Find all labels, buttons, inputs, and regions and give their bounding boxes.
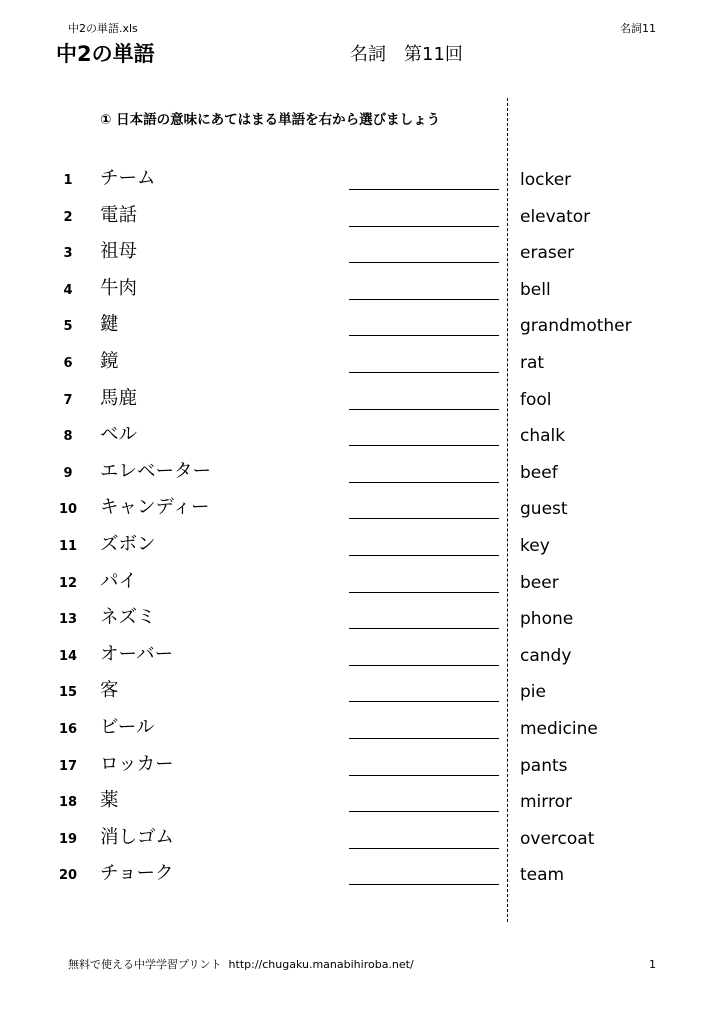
english-word-choice: mirror — [520, 792, 572, 813]
answer-blank[interactable] — [349, 848, 499, 849]
english-word-choice: eraser — [520, 243, 575, 264]
row-number: 12 — [58, 575, 78, 591]
english-word-choice: phone — [520, 609, 574, 630]
instruction-text: ① 日本語の意味にあてはまる単語を右から選びましょう — [100, 112, 441, 128]
english-word-choice: rat — [520, 352, 545, 373]
row-number: 6 — [63, 355, 73, 371]
word-row — [0, 822, 724, 859]
word-row — [0, 492, 724, 529]
row-number: 13 — [58, 612, 78, 628]
japanese-word: 鍵 — [100, 314, 119, 336]
file-name: 中2の単語.xls — [68, 22, 138, 35]
row-number: 1 — [63, 173, 73, 188]
row-number: 7 — [63, 392, 73, 408]
answer-blank[interactable] — [349, 226, 499, 227]
answer-blank[interactable] — [349, 482, 499, 483]
english-word-choice: medicine — [520, 718, 598, 739]
answer-blank[interactable] — [349, 445, 499, 446]
answer-blank[interactable] — [349, 372, 499, 373]
japanese-word: チーム — [100, 168, 156, 189]
english-word-choice: beef — [520, 462, 558, 483]
english-word-choice: elevator — [520, 206, 591, 227]
japanese-word: 鏡 — [100, 350, 119, 372]
answer-blank[interactable] — [349, 775, 499, 776]
row-number: 2 — [63, 209, 73, 225]
english-word-choice: fool — [520, 389, 552, 410]
word-row — [0, 639, 724, 676]
japanese-word: チョーク — [100, 863, 174, 885]
word-row — [0, 383, 724, 420]
japanese-word: キャンディー — [100, 497, 210, 519]
answer-blank[interactable] — [349, 811, 499, 812]
word-row — [0, 346, 724, 383]
word-row — [0, 566, 724, 603]
row-number: 17 — [58, 758, 78, 774]
row-number: 16 — [58, 721, 78, 737]
word-row — [0, 529, 724, 566]
word-row — [0, 858, 724, 895]
word-list — [0, 163, 724, 895]
japanese-word: 薬 — [100, 790, 119, 812]
english-word-choice: candy — [520, 645, 572, 666]
answer-blank[interactable] — [349, 335, 499, 336]
japanese-word: ロッカー — [100, 753, 174, 775]
english-word-choice: grandmother — [520, 316, 632, 337]
english-word-choice: key — [520, 535, 550, 556]
row-number: 10 — [58, 502, 78, 518]
japanese-word: 馬鹿 — [100, 387, 138, 409]
row-number: 3 — [63, 246, 73, 262]
word-row — [0, 749, 724, 786]
row-number: 15 — [58, 685, 78, 701]
english-word-choice: beer — [520, 572, 559, 593]
word-row — [0, 456, 724, 493]
japanese-word: ベル — [100, 424, 138, 446]
japanese-word: 電話 — [100, 204, 138, 226]
answer-blank[interactable] — [349, 518, 499, 519]
japanese-word: オーバー — [100, 643, 174, 665]
answer-blank[interactable] — [349, 665, 499, 666]
japanese-word: パイ — [100, 570, 138, 592]
sheet-name: 名詞11 — [620, 22, 656, 35]
page-number: 1 — [649, 958, 656, 971]
word-row — [0, 675, 724, 712]
japanese-word: 牛肉 — [100, 277, 138, 299]
row-number: 8 — [63, 429, 73, 445]
japanese-word: 消しゴム — [100, 826, 175, 848]
japanese-word: ズボン — [100, 533, 156, 555]
row-number: 11 — [58, 538, 78, 554]
word-row — [0, 785, 724, 822]
english-word-choice: overcoat — [520, 828, 595, 849]
word-row — [0, 419, 724, 456]
answer-blank[interactable] — [349, 628, 499, 629]
row-number: 4 — [63, 282, 73, 298]
japanese-word: ネズミ — [100, 607, 156, 629]
answer-blank[interactable] — [349, 262, 499, 263]
row-number: 19 — [58, 831, 78, 847]
answer-blank[interactable] — [349, 701, 499, 702]
row-number: 5 — [63, 319, 73, 335]
english-word-choice: locker — [520, 170, 572, 190]
word-row — [0, 309, 724, 346]
answer-blank[interactable] — [349, 299, 499, 300]
english-word-choice: pie — [520, 682, 546, 703]
row-number: 18 — [58, 795, 78, 811]
word-row — [0, 602, 724, 639]
answer-blank[interactable] — [349, 884, 499, 885]
english-word-choice: bell — [520, 279, 551, 300]
japanese-word: エレベーター — [100, 460, 212, 482]
row-number: 9 — [63, 465, 73, 481]
word-row — [0, 200, 724, 237]
page-subtitle: 名詞 第11回 — [350, 44, 463, 65]
answer-blank[interactable] — [349, 189, 499, 190]
english-word-choice: guest — [520, 499, 568, 520]
answer-blank[interactable] — [349, 592, 499, 593]
row-number: 20 — [58, 868, 78, 884]
word-row — [0, 712, 724, 749]
row-number: 14 — [58, 648, 78, 664]
word-row — [0, 163, 724, 200]
japanese-word: 客 — [100, 680, 119, 702]
answer-blank[interactable] — [349, 555, 499, 556]
english-word-choice: team — [520, 865, 565, 886]
english-word-choice: chalk — [520, 426, 566, 447]
footer-text: 無料で使える中学学習プリント http://chugaku.manabihiroba.net/ — [68, 958, 414, 971]
answer-blank[interactable] — [349, 409, 499, 410]
word-row — [0, 273, 724, 310]
word-row — [0, 236, 724, 273]
japanese-word: 祖母 — [100, 241, 138, 263]
english-word-choice: pants — [520, 755, 568, 776]
page-title: 中2の単語 — [56, 42, 155, 66]
answer-blank[interactable] — [349, 738, 499, 739]
japanese-word: ビール — [100, 716, 155, 738]
